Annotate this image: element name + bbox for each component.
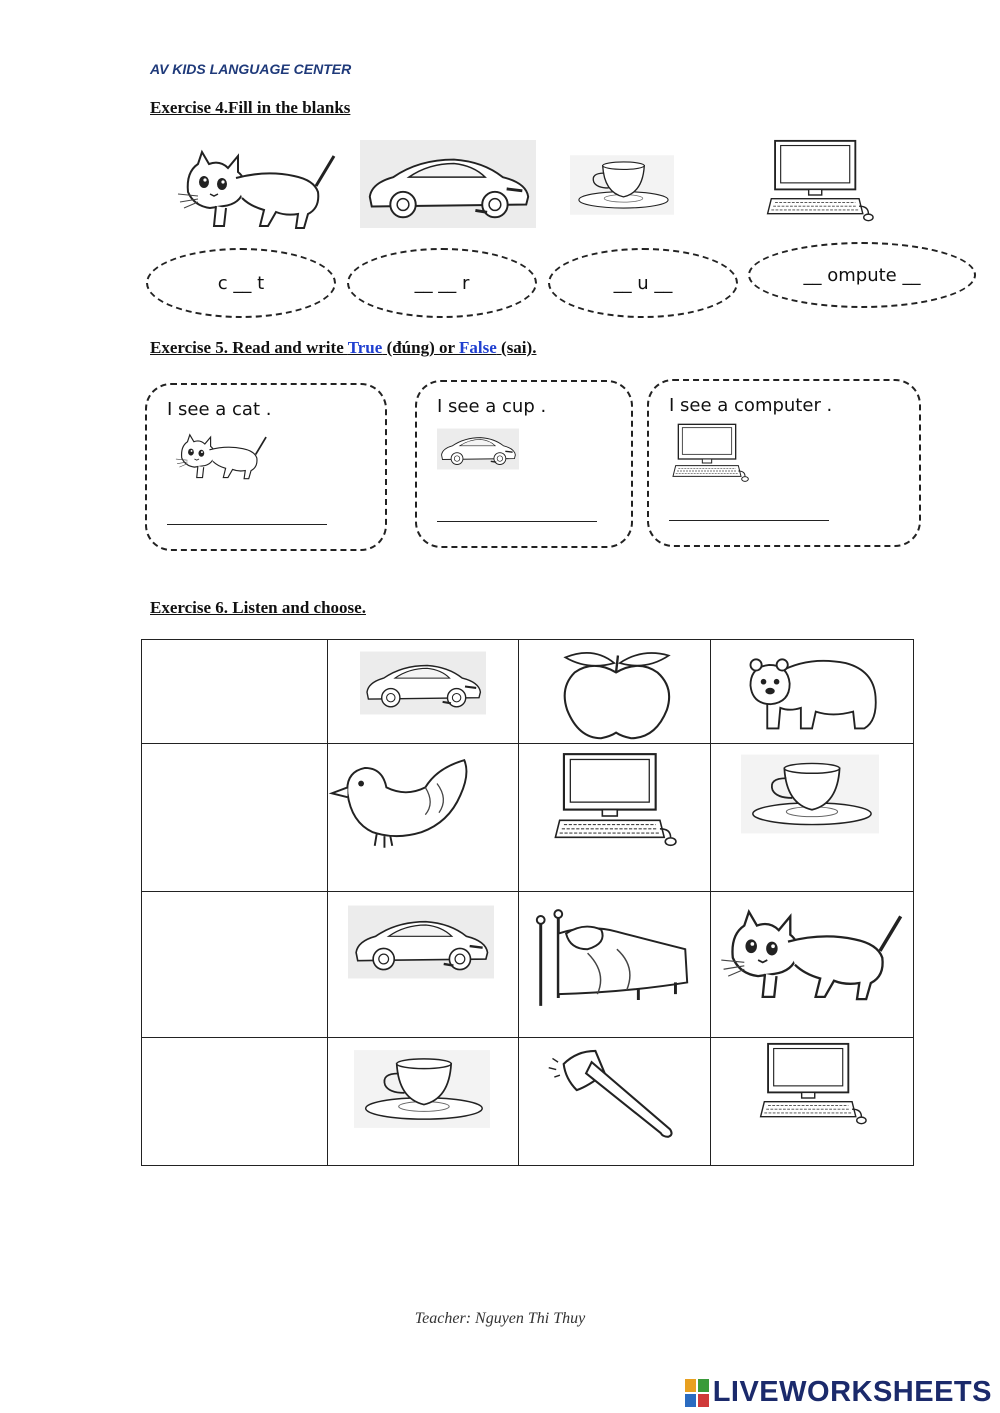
- listen-choose-table: [141, 639, 914, 1166]
- choice-cell[interactable]: [327, 640, 518, 744]
- statement-3-computer-picture: [669, 421, 749, 485]
- true-word: True: [347, 338, 383, 357]
- statement-3-text: I see a computer .: [669, 395, 833, 416]
- choice-cell[interactable]: [327, 1038, 518, 1166]
- liveworksheets-logo[interactable]: [685, 1376, 992, 1409]
- false-gloss: (sai).: [496, 338, 537, 357]
- organization-name: AV KIDS LANGUAGE CENTER: [150, 61, 352, 77]
- choice-cell[interactable]: [711, 640, 914, 744]
- false-word: False: [459, 338, 497, 357]
- axe-picture: [545, 1044, 685, 1140]
- blank-computer-text: __ ompute __: [803, 264, 921, 286]
- table-row: [142, 744, 914, 892]
- bed-picture: [529, 904, 695, 1012]
- blank-cat-text: c __ t: [217, 272, 265, 294]
- choice-cell[interactable]: [711, 744, 914, 892]
- cat-picture: [719, 900, 903, 1004]
- statement-1-text: I see a cat .: [167, 399, 272, 420]
- table-row: [142, 1038, 914, 1166]
- cat-picture: [176, 142, 336, 232]
- blank-oval-1[interactable]: [146, 248, 336, 318]
- choice-cell[interactable]: [711, 1038, 914, 1166]
- choice-cell[interactable]: [711, 892, 914, 1038]
- choice-cell[interactable]: [518, 640, 711, 744]
- apple-picture: [555, 648, 679, 742]
- statement-box-2: [415, 380, 633, 548]
- computer-picture: [755, 1042, 867, 1126]
- blank-oval-2[interactable]: [347, 248, 537, 318]
- answer-cell[interactable]: [142, 744, 328, 892]
- exercise-5-prefix: Exercise 5. Read and write: [150, 338, 348, 357]
- table-row: [142, 892, 914, 1038]
- exercise-5-title: [150, 338, 536, 358]
- cup-picture: [354, 1050, 490, 1128]
- computer-picture: [762, 138, 874, 224]
- liveworksheets-logo-icon: [685, 1379, 709, 1407]
- bird-picture: [328, 754, 474, 852]
- statement-box-1: [145, 383, 387, 551]
- computer-picture: [549, 752, 677, 848]
- statement-2-car-picture: [437, 424, 519, 474]
- table-row: [142, 640, 914, 744]
- exercise-6-title: Exercise 6. Listen and choose.: [150, 598, 366, 617]
- choice-cell[interactable]: [327, 892, 518, 1038]
- teacher-credit: Teacher: Nguyen Thi Thuy: [414, 1310, 586, 1327]
- car-picture: [348, 898, 494, 986]
- blank-cup-text: __ u __: [613, 272, 673, 294]
- choice-cell[interactable]: [327, 744, 518, 892]
- cup-picture: [741, 754, 879, 834]
- answer-cell[interactable]: [142, 640, 328, 744]
- answer-line-2[interactable]: [437, 521, 597, 522]
- liveworksheets-logo-text: LIVEWORKSHEETS: [712, 1376, 992, 1408]
- answer-cell[interactable]: [142, 892, 328, 1038]
- bear-picture: [743, 650, 883, 734]
- car-picture: [360, 140, 536, 228]
- true-gloss: (đúng) or: [382, 338, 459, 357]
- cup-picture: [570, 142, 674, 228]
- car-picture: [360, 644, 486, 722]
- choice-cell[interactable]: [518, 744, 711, 892]
- answer-cell[interactable]: [142, 1038, 328, 1166]
- answer-line-3[interactable]: [669, 520, 829, 521]
- statement-2-text: I see a cup .: [437, 396, 547, 417]
- choice-cell[interactable]: [518, 1038, 711, 1166]
- statement-box-3: [647, 379, 921, 547]
- choice-cell[interactable]: [518, 892, 711, 1038]
- blank-oval-4[interactable]: [748, 242, 976, 308]
- blank-oval-3[interactable]: [548, 248, 738, 318]
- exercise-4-title: Exercise 4.Fill in the blanks: [150, 98, 351, 117]
- statement-1-cat-picture: [167, 429, 275, 481]
- blank-car-text: __ __ r: [414, 272, 470, 294]
- answer-line-1[interactable]: [167, 524, 327, 525]
